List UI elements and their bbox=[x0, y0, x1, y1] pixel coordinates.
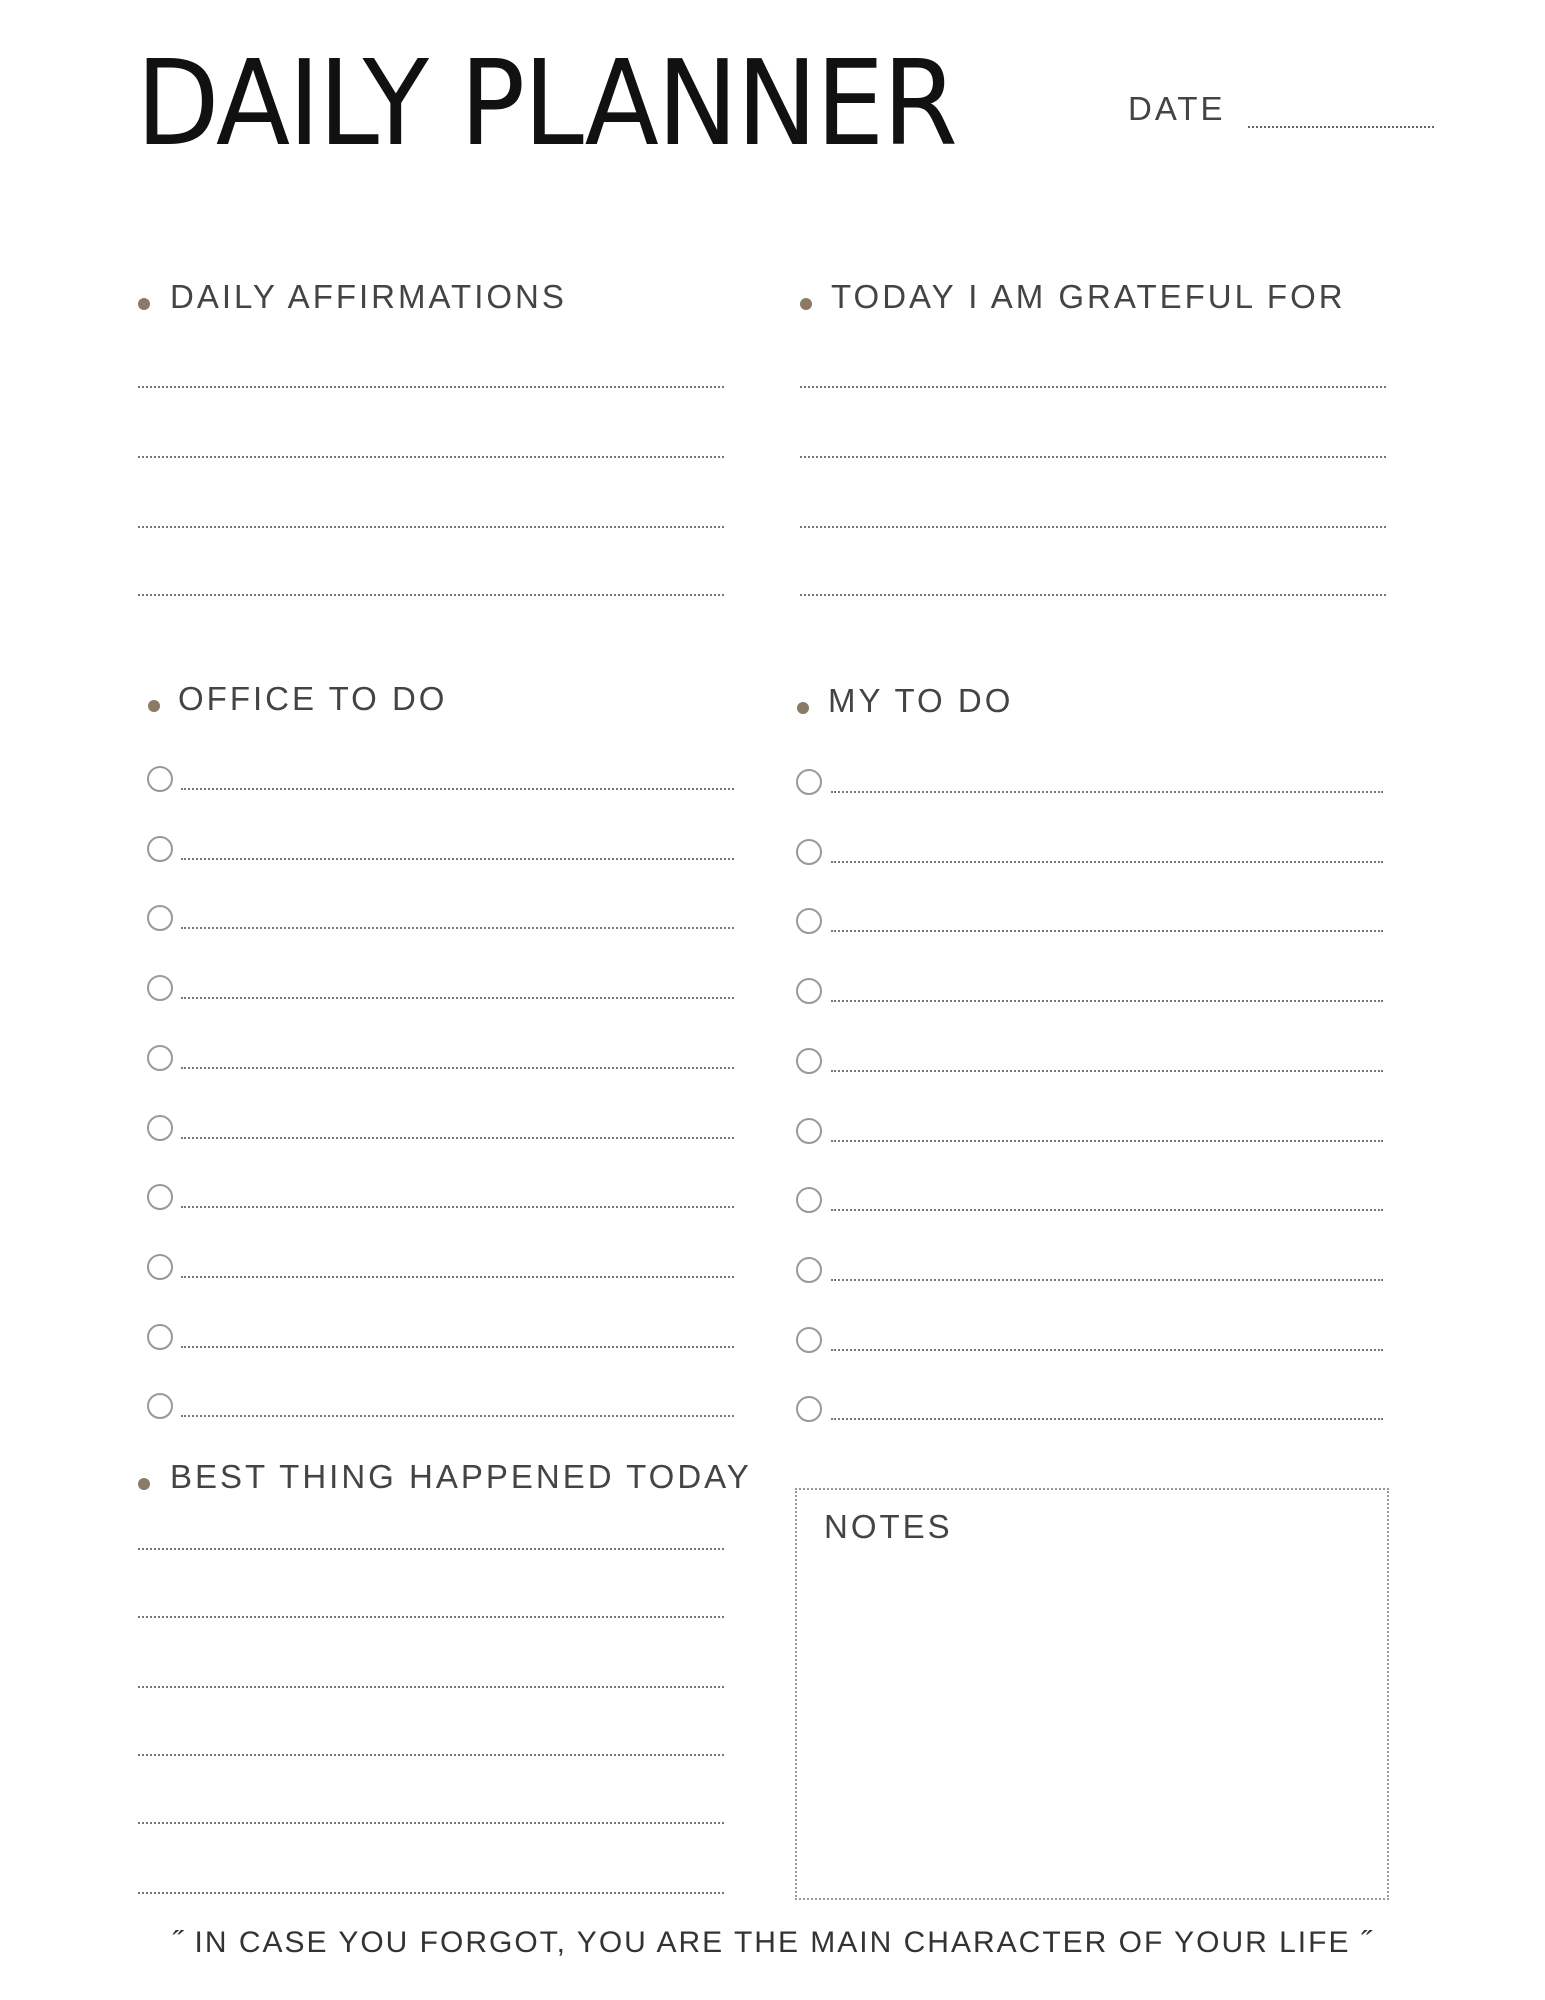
office-todo-checkbox[interactable] bbox=[147, 766, 173, 792]
office-todo-checkbox[interactable] bbox=[147, 1393, 173, 1419]
best-thing-line[interactable] bbox=[138, 1822, 724, 1824]
my-todo-checkbox[interactable] bbox=[796, 769, 822, 795]
office-todo-checkbox[interactable] bbox=[147, 1184, 173, 1210]
office-todo-line[interactable] bbox=[181, 1067, 734, 1069]
office-todo-line[interactable] bbox=[181, 858, 734, 860]
my-todo-line[interactable] bbox=[831, 930, 1383, 932]
footer-quote: ˝ IN CASE YOU FORGOT, YOU ARE THE MAIN CHARACTER OF YOUR LIFE ˝ bbox=[172, 1926, 1373, 1959]
grateful-heading: TODAY I AM GRATEFUL FOR bbox=[831, 278, 1346, 315]
best-thing-line[interactable] bbox=[138, 1686, 724, 1688]
affirmations-line[interactable] bbox=[138, 526, 724, 528]
office-todo-checkbox[interactable] bbox=[147, 1045, 173, 1071]
bullet-icon bbox=[138, 298, 150, 310]
my-todo-line[interactable] bbox=[831, 1140, 1383, 1142]
office-todo-checkbox[interactable] bbox=[147, 836, 173, 862]
my-todo-line[interactable] bbox=[831, 1418, 1383, 1420]
my-todo-line[interactable] bbox=[831, 1209, 1383, 1211]
office-todo-line[interactable] bbox=[181, 1206, 734, 1208]
best-thing-line[interactable] bbox=[138, 1548, 724, 1550]
notes-box[interactable] bbox=[795, 1488, 1389, 1900]
grateful-line[interactable] bbox=[800, 526, 1386, 528]
my-todo-checkbox[interactable] bbox=[796, 1048, 822, 1074]
office-todo-checkbox[interactable] bbox=[147, 905, 173, 931]
my-todo-line[interactable] bbox=[831, 1349, 1383, 1351]
office-todo-line[interactable] bbox=[181, 1346, 734, 1348]
affirmations-line[interactable] bbox=[138, 386, 724, 388]
my-todo-checkbox[interactable] bbox=[796, 978, 822, 1004]
bullet-icon bbox=[797, 702, 809, 714]
office-todo-checkbox[interactable] bbox=[147, 1324, 173, 1350]
bullet-icon bbox=[138, 1478, 150, 1490]
office-todo-checkbox[interactable] bbox=[147, 1115, 173, 1141]
office-todo-line[interactable] bbox=[181, 1137, 734, 1139]
affirmations-line[interactable] bbox=[138, 456, 724, 458]
office-todo-heading: OFFICE TO DO bbox=[178, 680, 448, 717]
best-thing-heading: BEST THING HAPPENED TODAY bbox=[170, 1458, 752, 1495]
my-todo-heading: MY TO DO bbox=[828, 682, 1014, 719]
my-todo-checkbox[interactable] bbox=[796, 1257, 822, 1283]
my-todo-line[interactable] bbox=[831, 1279, 1383, 1281]
my-todo-checkbox[interactable] bbox=[796, 839, 822, 865]
grateful-line[interactable] bbox=[800, 594, 1386, 596]
my-todo-checkbox[interactable] bbox=[796, 1118, 822, 1144]
office-todo-line[interactable] bbox=[181, 788, 734, 790]
grateful-line[interactable] bbox=[800, 386, 1386, 388]
my-todo-checkbox[interactable] bbox=[796, 908, 822, 934]
my-todo-checkbox[interactable] bbox=[796, 1187, 822, 1213]
date-label: DATE bbox=[1128, 90, 1226, 127]
my-todo-checkbox[interactable] bbox=[796, 1327, 822, 1353]
bullet-icon bbox=[148, 700, 160, 712]
notes-heading: NOTES bbox=[824, 1508, 953, 1545]
office-todo-line[interactable] bbox=[181, 1415, 734, 1417]
grateful-line[interactable] bbox=[800, 456, 1386, 458]
office-todo-checkbox[interactable] bbox=[147, 975, 173, 1001]
best-thing-line[interactable] bbox=[138, 1892, 724, 1894]
office-todo-line[interactable] bbox=[181, 1276, 734, 1278]
my-todo-line[interactable] bbox=[831, 1070, 1383, 1072]
date-field[interactable] bbox=[1248, 126, 1434, 128]
best-thing-line[interactable] bbox=[138, 1616, 724, 1618]
office-todo-line[interactable] bbox=[181, 927, 734, 929]
affirmations-line[interactable] bbox=[138, 594, 724, 596]
my-todo-line[interactable] bbox=[831, 791, 1383, 793]
office-todo-line[interactable] bbox=[181, 997, 734, 999]
affirmations-heading: DAILY AFFIRMATIONS bbox=[170, 278, 567, 315]
bullet-icon bbox=[800, 298, 812, 310]
page-title: DAILY PLANNER bbox=[136, 34, 957, 172]
best-thing-line[interactable] bbox=[138, 1754, 724, 1756]
my-todo-line[interactable] bbox=[831, 861, 1383, 863]
my-todo-checkbox[interactable] bbox=[796, 1396, 822, 1422]
my-todo-line[interactable] bbox=[831, 1000, 1383, 1002]
office-todo-checkbox[interactable] bbox=[147, 1254, 173, 1280]
